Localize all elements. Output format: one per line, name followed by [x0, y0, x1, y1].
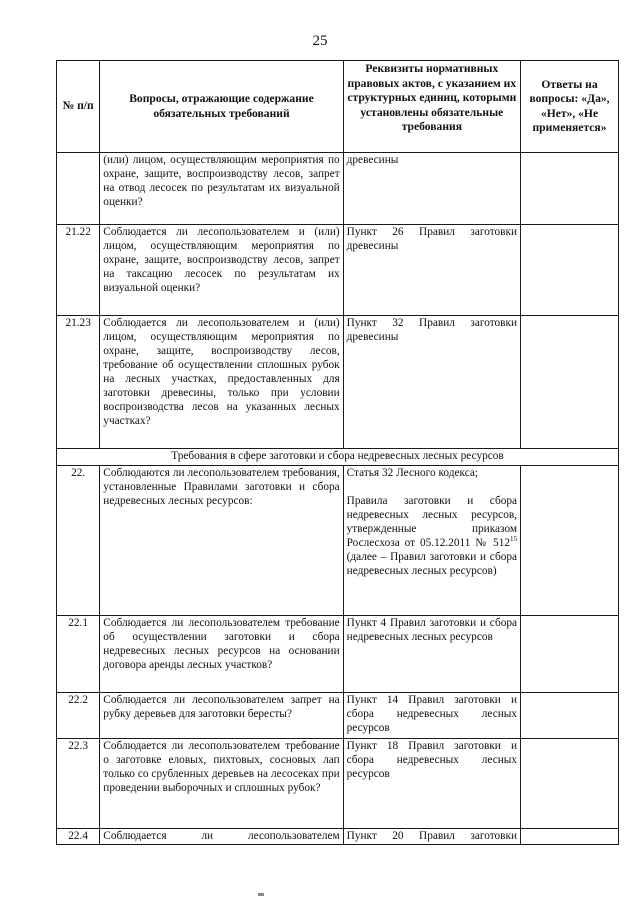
row-requisites: Пункт 18 Правил заготовки и сбора недревесных лесных ресурсов	[343, 739, 520, 829]
row-number: 21.23	[57, 316, 100, 449]
header-requisites: Реквизиты нормативных правовых актов, с указанием их структурных единиц, которыми установлены обязательные требования	[343, 61, 520, 153]
row-requisites: Пункт 20 Правил заготовки	[343, 829, 520, 845]
row-question: Соблюдается ли лесопользователем	[100, 829, 343, 845]
row-requisites	[343, 466, 520, 616]
row-number	[57, 153, 100, 225]
table-row	[57, 739, 619, 829]
table-row	[57, 316, 619, 449]
row-question: Соблюдается ли лесопользователем и (или) лицом, осуществляющим мероприятия по охране, защите, воспроизводству лесов, запрет на таксацию лесосек по результатам их визуальной оценки?	[100, 225, 343, 316]
scan-mark	[258, 893, 264, 896]
row-question: Соблюдается ли лесопользователем и (или) лицом, осуществляющим мероприятия по охране, защите, воспроизводству лесов, требование об осуществлении сплошных рубок на лесных участках, предоставленных для заготовки древесины, только при условии воспроизводства лесов на указанных лесных участках?	[100, 316, 343, 449]
footnote-mark: 15	[510, 535, 518, 544]
row-answer[interactable]	[521, 829, 619, 845]
header-row	[57, 61, 619, 153]
table-row	[57, 829, 619, 845]
row-answer[interactable]	[521, 466, 619, 616]
table-row	[57, 616, 619, 693]
row-question: Соблюдается ли лесопользователем запрет на рубку деревьев для заготовки бересты?	[100, 693, 343, 739]
row-answer[interactable]	[521, 739, 619, 829]
section-title: Требования в сфере заготовки и сбора недревесных лесных ресурсов	[57, 449, 619, 466]
requisites-line-2	[347, 494, 517, 578]
table-row	[57, 466, 619, 616]
table-row	[57, 693, 619, 739]
requirements-table	[56, 60, 619, 845]
table-row	[57, 153, 619, 225]
row-number: 21.22	[57, 225, 100, 316]
row-question: Соблюдаются ли лесопользователем требования, установленные Правилами заготовки и сбора недревесных лесных ресурсов:	[100, 466, 343, 616]
row-number: 22.2	[57, 693, 100, 739]
row-number: 22.1	[57, 616, 100, 693]
row-number: 22.	[57, 466, 100, 616]
requisites-text-end: (далее – Правил заготовки и сбора недревесных лесных ресурсов)	[346, 551, 518, 577]
row-requisites: Пункт 14 Правил заготовки и сбора недревесных лесных ресурсов	[343, 693, 520, 739]
row-answer[interactable]	[521, 225, 619, 316]
requisites-text: Правила заготовки и сбора недревесных лесных ресурсов, утвержденные приказом Рослесхоза от 05.12.2011 № 512	[346, 495, 518, 549]
page-number: 25	[312, 33, 328, 49]
row-requisites: Пункт 32 Правил заготовки древесины	[343, 316, 520, 449]
row-question: (или) лицом, осуществляющим мероприятия по охране, защите, воспроизводству лесов, запрет на отвод лесосек по результатам их визуальной оценки?	[100, 153, 343, 225]
row-requisites: древесины	[343, 153, 520, 225]
header-answers: Ответы на вопросы: «Да», «Нет», «Не применяется»	[521, 61, 619, 153]
row-answer[interactable]	[521, 693, 619, 739]
row-question: Соблюдается ли лесопользователем требование об осуществлении заготовки и сбора недревесных лесных ресурсов на основании договора аренды лесных участков?	[100, 616, 343, 693]
row-answer[interactable]	[521, 316, 619, 449]
section-row	[57, 449, 619, 466]
row-requisites: Пункт 4 Правил заготовки и сбора недревесных лесных ресурсов	[343, 616, 520, 693]
table-row	[57, 225, 619, 316]
row-answer[interactable]	[521, 616, 619, 693]
header-question: Вопросы, отражающие содержание обязательных требований	[100, 61, 343, 153]
row-number: 22.3	[57, 739, 100, 829]
header-num: № п/п	[57, 61, 100, 153]
row-question: Соблюдается ли лесопользователем требование о заготовке еловых, пихтовых, сосновых лап только со срубленных деревьев на лесосеках при проведении выборочных и сплошных рубок?	[100, 739, 343, 829]
row-number: 22.4	[57, 829, 100, 845]
row-answer[interactable]	[521, 153, 619, 225]
requisites-line-1: Статья 32 Лесного кодекса;	[346, 467, 478, 479]
row-requisites: Пункт 26 Правил заготовки древесины	[343, 225, 520, 316]
